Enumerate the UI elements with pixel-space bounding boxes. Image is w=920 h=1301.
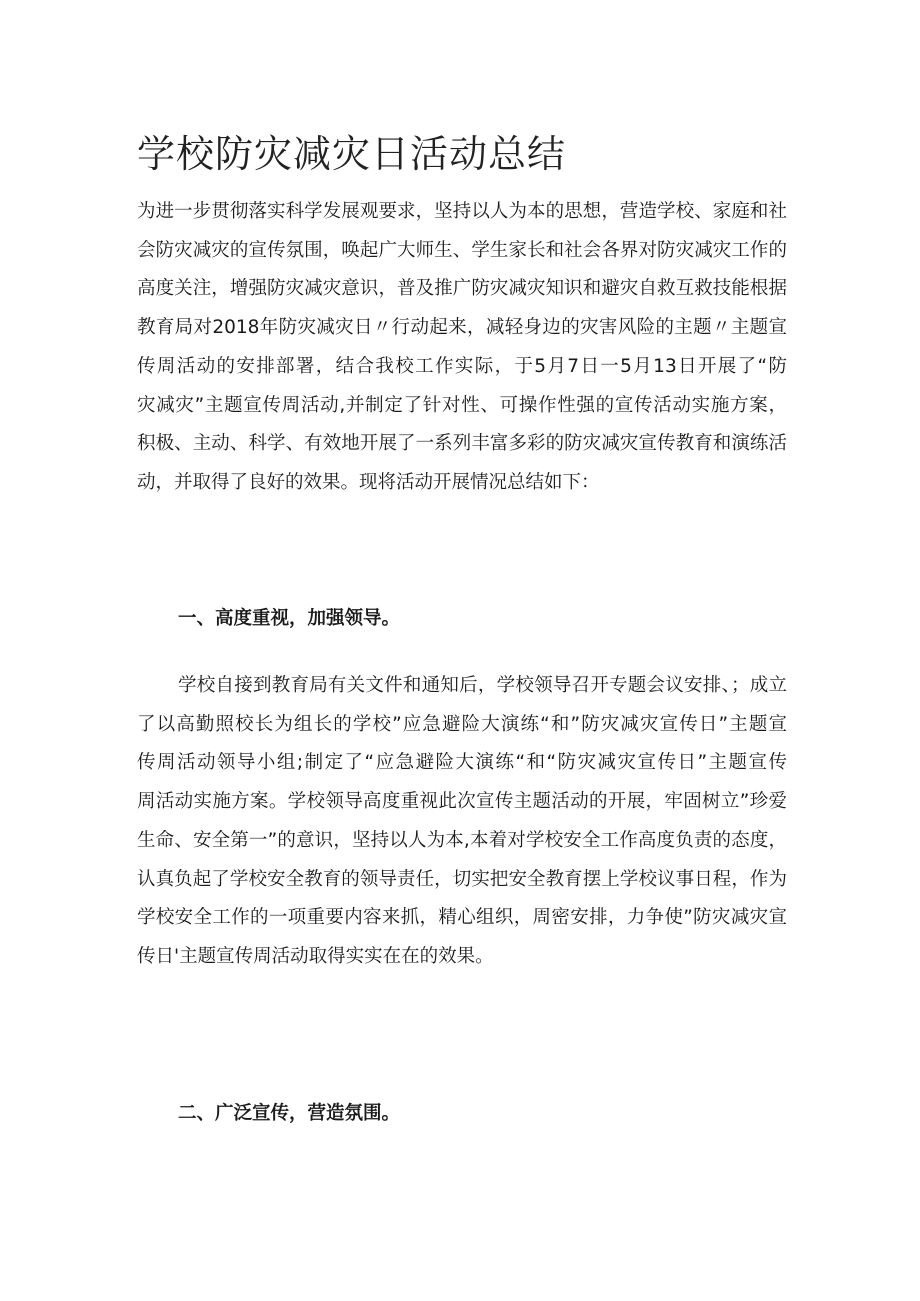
section1-paragraph [137, 667, 787, 977]
paragraph-line: 传日'主题宣传周活动取得实实在在的效果。 [137, 945, 494, 967]
paragraph-line: 学校自接到教育局有关文件和通知后，学校领导召开专题会议安排、；成立 [178, 675, 787, 696]
paragraph-line: 周活动实施方案。学校领导高度重视此次宣传主题活动的开展，牢固树立”珍爱 [137, 791, 787, 813]
paragraph-line: 高度关注，增强防灾减灾意识，普及推广防灾减灾知识和避灾自救互救技能根据 [137, 278, 787, 300]
paragraph-line: 学校安全工作的一项重要内容来抓，精心组织，周密安排，力争使”防灾减灾宣 [137, 907, 787, 929]
paragraph-line: 会防灾减灾的宣传氛围，唤起广大师生、学生家长和社会各界对防灾减灾工作的 [137, 239, 787, 261]
section-heading-2: 二、广泛宣传，营造氛围。 [178, 1103, 401, 1124]
paragraph-line: 灾减灾”主题宣传周活动,并制定了针对性、可操作性强的宣传活动实施方案， [137, 394, 787, 416]
paragraph-line: 积极、主动、科学、有效地开展了一系列丰富多彩的防灾减灾宣传教育和演练活 [137, 433, 787, 455]
paragraph-line: 动，并取得了良好的效果。现将活动开展情况总结如下： [137, 471, 600, 493]
section-heading-1: 一、高度重视，加强领导。 [178, 608, 401, 629]
paragraph-line: 传周活动领导小组;制定了“应急避险大演练“和“防灾减灾宣传日”主题宣传 [137, 752, 787, 774]
document-title: 学校防灾减灾日活动总结 [137, 132, 567, 176]
paragraph-line: 了以高勤照校长为组长的学校”应急避险大演练“和”防灾减灾宣传日”主题宣 [137, 713, 787, 735]
intro-paragraph [137, 193, 787, 503]
paragraph-line: 传周活动的安排部署，结合我校工作实际，于5月7日一5月13日开展了“防 [137, 355, 787, 377]
paragraph-line: 为进一步贯彻落实科学发展观要求，坚持以人为本的思想，营造学校、家庭和社 [137, 201, 787, 222]
paragraph-line: 认真负起了学校安全教育的领导责任，切实把安全教育摆上学校议事日程，作为 [137, 868, 787, 890]
paragraph-line: 教育局对2018年防灾减灾日〃行动起来，减轻身边的灾害风险的主题〃主题宣 [137, 317, 787, 339]
paragraph-line: 生命、安全第一”的意识，坚持以人为本,本着对学校安全工作高度负责的态度， [137, 829, 787, 851]
